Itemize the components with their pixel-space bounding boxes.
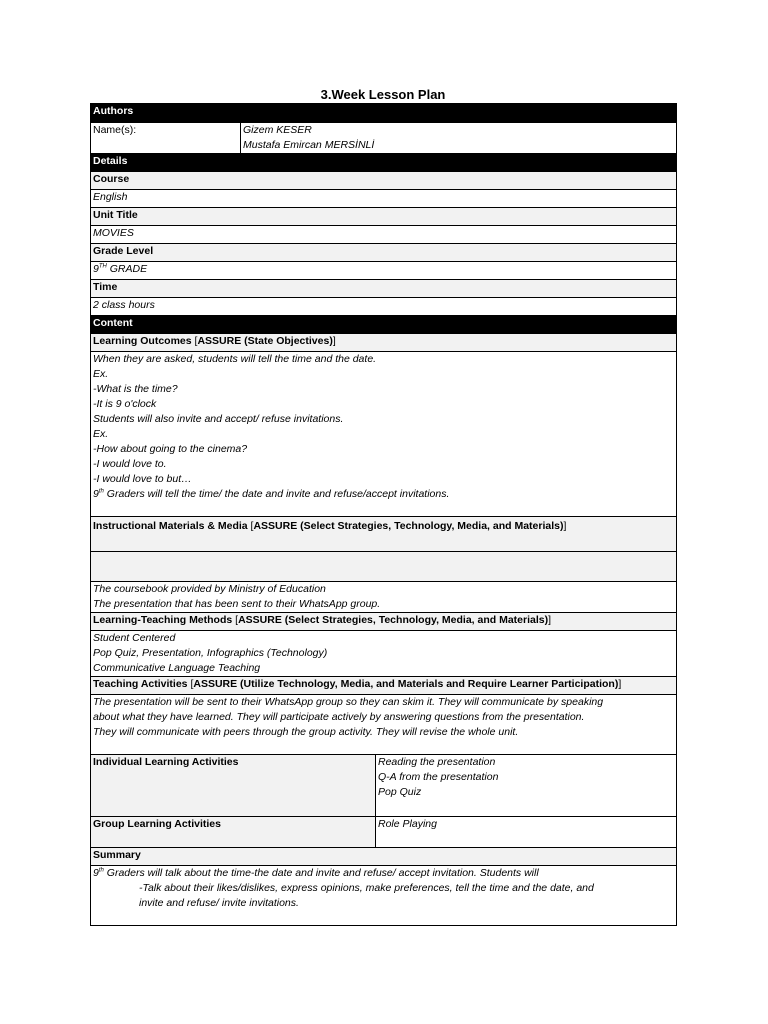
- outcome-line: -What is the time?: [93, 383, 178, 395]
- time-label: Time: [91, 280, 677, 298]
- materials-spacer-row: [91, 552, 677, 582]
- grade-word: GRADE: [106, 263, 148, 275]
- activity-line: The presentation will be sent to their WhatsApp group so they can skim it. They will communicate by speaking: [93, 696, 604, 708]
- activity-line: They will communicate with peers through the group activity. They will revise the whole unit.: [93, 726, 519, 738]
- unit-title-value: MOVIES: [91, 226, 677, 244]
- details-header: Details: [91, 154, 677, 172]
- individual-activity: Q-A from the presentation: [378, 771, 499, 783]
- outcomes-label-title: Learning Outcomes: [93, 335, 192, 347]
- outcome-line: Ex.: [93, 428, 109, 440]
- outcome-line: -It is 9 o'clock: [93, 398, 157, 410]
- grade-level-label: Grade Level: [91, 244, 677, 262]
- individual-activity: Pop Quiz: [378, 786, 422, 798]
- summary-text: [91, 866, 677, 926]
- outcome-line: Students will also invite and accept/ refuse invitations.: [93, 413, 344, 425]
- activities-label-assure: ASSURE (Utilize Technology, Media, and Materials and Require Learner Participation): [193, 678, 619, 690]
- summary-indent-line: invite and refuse/ invite invitations.: [139, 897, 299, 909]
- method-line: Student Centered: [93, 632, 176, 644]
- individual-learning-label: Individual Learning Activities: [91, 755, 376, 817]
- grade-level-value: [91, 262, 677, 280]
- methods-label-row: [91, 613, 677, 631]
- outcomes-label-bracket: [: [191, 335, 198, 347]
- authors-header-row: [91, 104, 677, 123]
- grade-value-row: [91, 262, 677, 280]
- materials-text: [91, 582, 677, 613]
- individual-activity: Reading the presentation: [378, 756, 496, 768]
- summary-label: Summary: [91, 848, 677, 866]
- methods-label: [91, 613, 677, 631]
- material-line: The presentation that has been sent to their WhatsApp group.: [93, 598, 381, 610]
- activities-label-title: Teaching Activities: [93, 678, 188, 690]
- author-name-2: Mustafa Emircan MERSİNLİ: [243, 139, 375, 151]
- materials-label: [91, 517, 677, 552]
- unit-label-row: [91, 208, 677, 226]
- lesson-plan-table: [90, 103, 677, 926]
- materials-label-bracket: [: [247, 520, 254, 532]
- outcome-final-line: [93, 487, 674, 502]
- method-line: Pop Quiz, Presentation, Infographics (Technology): [93, 647, 328, 659]
- methods-label-title: Learning-Teaching Methods: [93, 614, 233, 626]
- outcomes-label-assure: ASSURE (State Objectives): [197, 335, 333, 347]
- methods-label-assure: ASSURE (Select Strategies, Technology, Media, and Materials): [238, 614, 549, 626]
- methods-label-end: ]: [548, 614, 552, 626]
- materials-label-row: [91, 517, 677, 552]
- material-line: The coursebook provided by Ministry of Education: [93, 583, 326, 595]
- time-label-row: [91, 280, 677, 298]
- activities-label-bracket: [: [187, 678, 194, 690]
- materials-label-end: ]: [563, 520, 567, 532]
- materials-body-row: [91, 582, 677, 613]
- summary-first-line: [93, 866, 674, 881]
- individual-row: [91, 755, 677, 817]
- methods-body-row: [91, 631, 677, 677]
- course-label: Course: [91, 172, 677, 190]
- authors-header: Authors: [91, 104, 677, 123]
- grade-label-row: [91, 244, 677, 262]
- author-names: [241, 123, 677, 154]
- summary-label-row: [91, 848, 677, 866]
- outcome-line: -How about going to the cinema?: [93, 443, 248, 455]
- materials-label-title: Instructional Materials & Media: [93, 520, 248, 532]
- outcomes-label-row: [91, 334, 677, 352]
- outcomes-body-row: [91, 352, 677, 517]
- summary-superscript: th: [98, 867, 104, 874]
- details-header-row: [91, 154, 677, 172]
- teaching-activities-label: [91, 677, 677, 695]
- summary-body-row: [91, 866, 677, 926]
- method-line: Communicative Language Teaching: [93, 662, 261, 674]
- learning-outcomes-label: [91, 334, 677, 352]
- names-label: Name(s):: [91, 123, 241, 154]
- time-value-row: [91, 298, 677, 316]
- outcome-line: -I would love to.: [93, 458, 167, 470]
- outcomes-label-end: ]: [332, 335, 336, 347]
- methods-label-bracket: [: [232, 614, 239, 626]
- grade-number: 9: [93, 263, 99, 275]
- teaching-activities-text: [91, 695, 677, 755]
- summary-indent-line: -Talk about their likes/dislikes, express opinions, make preferences, tell the time and the date, and: [139, 882, 594, 894]
- group-learning-activity: Role Playing: [376, 817, 677, 848]
- group-learning-label: Group Learning Activities: [91, 817, 376, 848]
- outcome-final-superscript: th: [98, 488, 104, 495]
- unit-title-label: Unit Title: [91, 208, 677, 226]
- summary-number: 9: [93, 867, 99, 879]
- individual-learning-activities: [376, 755, 677, 817]
- outcome-final-text: Graders will tell the time/ the date and invite and refuse/accept invitations.: [103, 488, 450, 500]
- grade-superscript: TH: [98, 263, 107, 270]
- activities-body-row: [91, 695, 677, 755]
- outcome-line: When they are asked, students will tell the time and the date.: [93, 353, 377, 365]
- course-value-row: [91, 190, 677, 208]
- names-row: [91, 123, 677, 154]
- unit-value-row: [91, 226, 677, 244]
- activities-label-row: [91, 677, 677, 695]
- time-value: 2 class hours: [91, 298, 677, 316]
- outcome-line: Ex.: [93, 368, 109, 380]
- group-row: [91, 817, 677, 848]
- outcome-final-number: 9: [93, 488, 99, 500]
- methods-text: [91, 631, 677, 677]
- summary-first-text: Graders will talk about the time-the date and invite and refuse/ accept invitation. Students will: [103, 867, 539, 879]
- learning-outcomes-text: [91, 352, 677, 517]
- content-header-row: [91, 316, 677, 334]
- course-value: English: [91, 190, 677, 208]
- content-header: Content: [91, 316, 677, 334]
- outcome-line: -I would love to but…: [93, 473, 192, 485]
- activities-label-end: ]: [618, 678, 622, 690]
- activity-line: about what they have learned. They will participate actively by answering questions from the presentation.: [93, 711, 585, 723]
- materials-blank-cell: [91, 552, 677, 582]
- course-label-row: [91, 172, 677, 190]
- page-title: 3.Week Lesson Plan: [320, 87, 446, 102]
- materials-label-assure: ASSURE (Select Strategies, Technology, Media, and Materials): [253, 520, 564, 532]
- author-name-1: Gizem KESER: [243, 124, 312, 136]
